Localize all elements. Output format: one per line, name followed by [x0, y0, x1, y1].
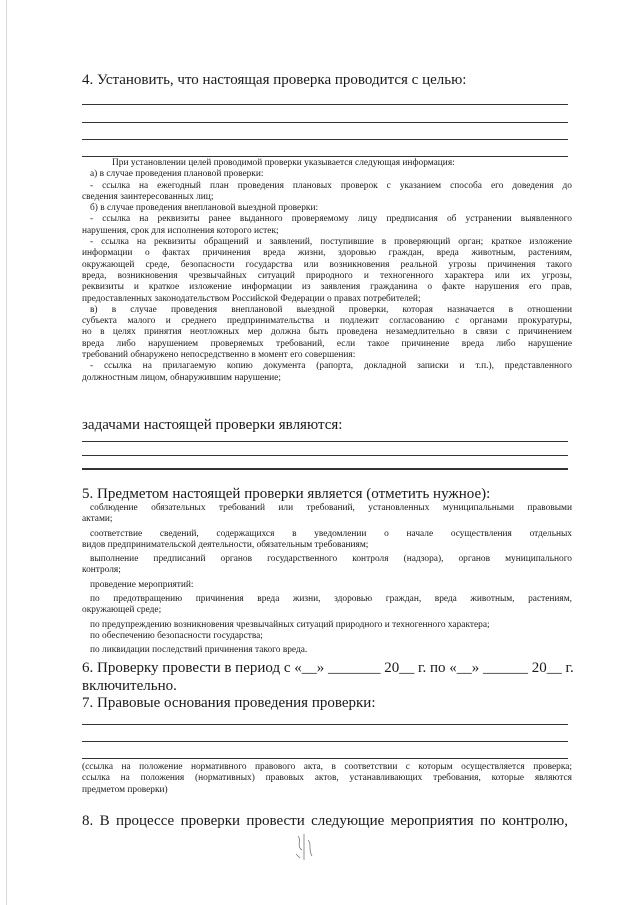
- option-line: проведение мероприятий:: [90, 579, 194, 590]
- section-7-note: [82, 762, 572, 796]
- fill-line: [82, 758, 568, 759]
- option-line: по обеспечению безопасности государства;: [90, 630, 263, 641]
- fill-line: [82, 724, 568, 725]
- option-line: по ликвидации последствий причинения такого вреда.: [90, 645, 308, 656]
- section-5-heading: 5. Предметом настоящей проверки является (отметить нужное):: [82, 486, 491, 502]
- option-line: выполнение предписаний органов государственного контроля (надзора), органов муниципального: [90, 554, 572, 565]
- section-6-period: 6. Проверку провести в период с «__» _______ 20__ г. по «__» ______ 20__ г.: [82, 660, 574, 676]
- option-line: по предотвращению причинения вреда жизни, здоровью граждан, вреда животным, растениям,: [90, 594, 572, 605]
- section-7-heading: 7. Правовые основания проведения проверки:: [82, 695, 376, 711]
- info-line: сведения заинтересованных лиц;: [82, 191, 214, 202]
- info-line: При установлении целей проводимой проверки указывается следующая информация:: [112, 158, 455, 168]
- info-line: требований обнаружено непосредственно в момент его совершения:: [82, 350, 356, 361]
- fill-line: [82, 741, 568, 742]
- info-line: нарушения, срок для исполнения которого истек;: [82, 225, 279, 236]
- tasks-heading: задачами настоящей проверки являются:: [82, 417, 343, 433]
- info-line: б) в случае проведения внеплановой выездной проверки:: [90, 203, 319, 214]
- option-line: соблюдение обязательных требований или требований, установленных муниципальными правовыми: [90, 503, 572, 513]
- option-line: окружающей среде;: [82, 605, 162, 616]
- fill-line: [82, 139, 568, 140]
- note-line: (ссылка на положение нормативного правового акта, в соответствии с которым осуществляется проверка;: [82, 762, 572, 772]
- fill-line: [82, 455, 568, 456]
- option-line: видов предпринимательской деятельности, обязательным требованиям;: [82, 539, 369, 550]
- fill-line: [82, 468, 568, 470]
- note-line: ссылка на положения (нормативных) правовых актов, устанавливающих требования, которые являются: [82, 773, 572, 784]
- info-line: должностным лицом, обнаружившим нарушение;: [82, 372, 281, 383]
- fill-line: [82, 122, 568, 123]
- option-line: соответствие сведений, содержащихся в уведомлении о начале осуществления отдельных: [90, 528, 572, 539]
- ink-mark-icon: [290, 830, 320, 870]
- info-line: но в целях принятия неотложных мер должна быть проведена незамедлительно в связи с причинением: [82, 327, 572, 338]
- info-line: субъекта малого и среднего предпринимательства и подлежит согласованию с органами прокуратуры,: [82, 316, 572, 327]
- info-line: - ссылка на прилагаемую копию документа (рапорта, докладной записки и т.п.), представленного: [90, 361, 572, 372]
- fill-line: [82, 156, 568, 157]
- info-line: окружающей среде, безопасности государства или возникновения реальной угрозы причинения такого: [82, 259, 572, 270]
- info-line: вреда либо нарушением проверяемых требований, если такое причинение вреда либо нарушение: [82, 338, 572, 349]
- info-line: а) в случае проведения плановой проверки:: [90, 169, 264, 180]
- section-6-inclusive: включительно.: [82, 678, 177, 694]
- fill-line: [82, 441, 568, 442]
- info-line: - ссылка на ежегодный план проведения плановых проверок с указанием способа его доведения до: [90, 180, 572, 191]
- note-line: предметом проверки): [82, 784, 168, 795]
- info-line: вреда, возникновения чрезвычайных ситуаций природного и техногенного характера или их угрозы,: [82, 270, 572, 281]
- info-line: - ссылка на реквизиты обращений и заявлений, поступившие в проверяющий орган; краткое изложение: [90, 237, 572, 248]
- fill-line: [82, 104, 568, 105]
- scan-edge: [6, 0, 7, 905]
- info-line: в) в случае проведения внеплановой выездной проверки, которая назначается в отношении: [90, 304, 572, 315]
- info-line: - ссылка на реквизиты ранее выданного проверяемому лицу предписания об устранении выявленного: [90, 214, 572, 225]
- section-5-options: [82, 503, 572, 657]
- section-4-heading: 4. Установить, что настоящая проверка проводится с целью:: [82, 72, 467, 88]
- section-8-heading: 8. В процессе проверки провести следующие мероприятия по контролю,: [82, 813, 568, 829]
- option-line: по предупреждению возникновения чрезвычайных ситуаций природного и техногенного характера;: [90, 619, 490, 630]
- info-line: информации о фактах причинения вреда жизни, здоровью граждан, вреда животным, растениям,: [82, 248, 572, 259]
- info-line: предоставленных законодательством Российской Федерации о правах потребителей;: [82, 293, 421, 304]
- info-line: реквизиты и краткое изложение информации из заявления гражданина о факте нарушения его прав,: [82, 282, 572, 293]
- option-line: актами;: [82, 514, 113, 525]
- section-4-info: [82, 158, 572, 384]
- option-line: контроля;: [82, 565, 121, 576]
